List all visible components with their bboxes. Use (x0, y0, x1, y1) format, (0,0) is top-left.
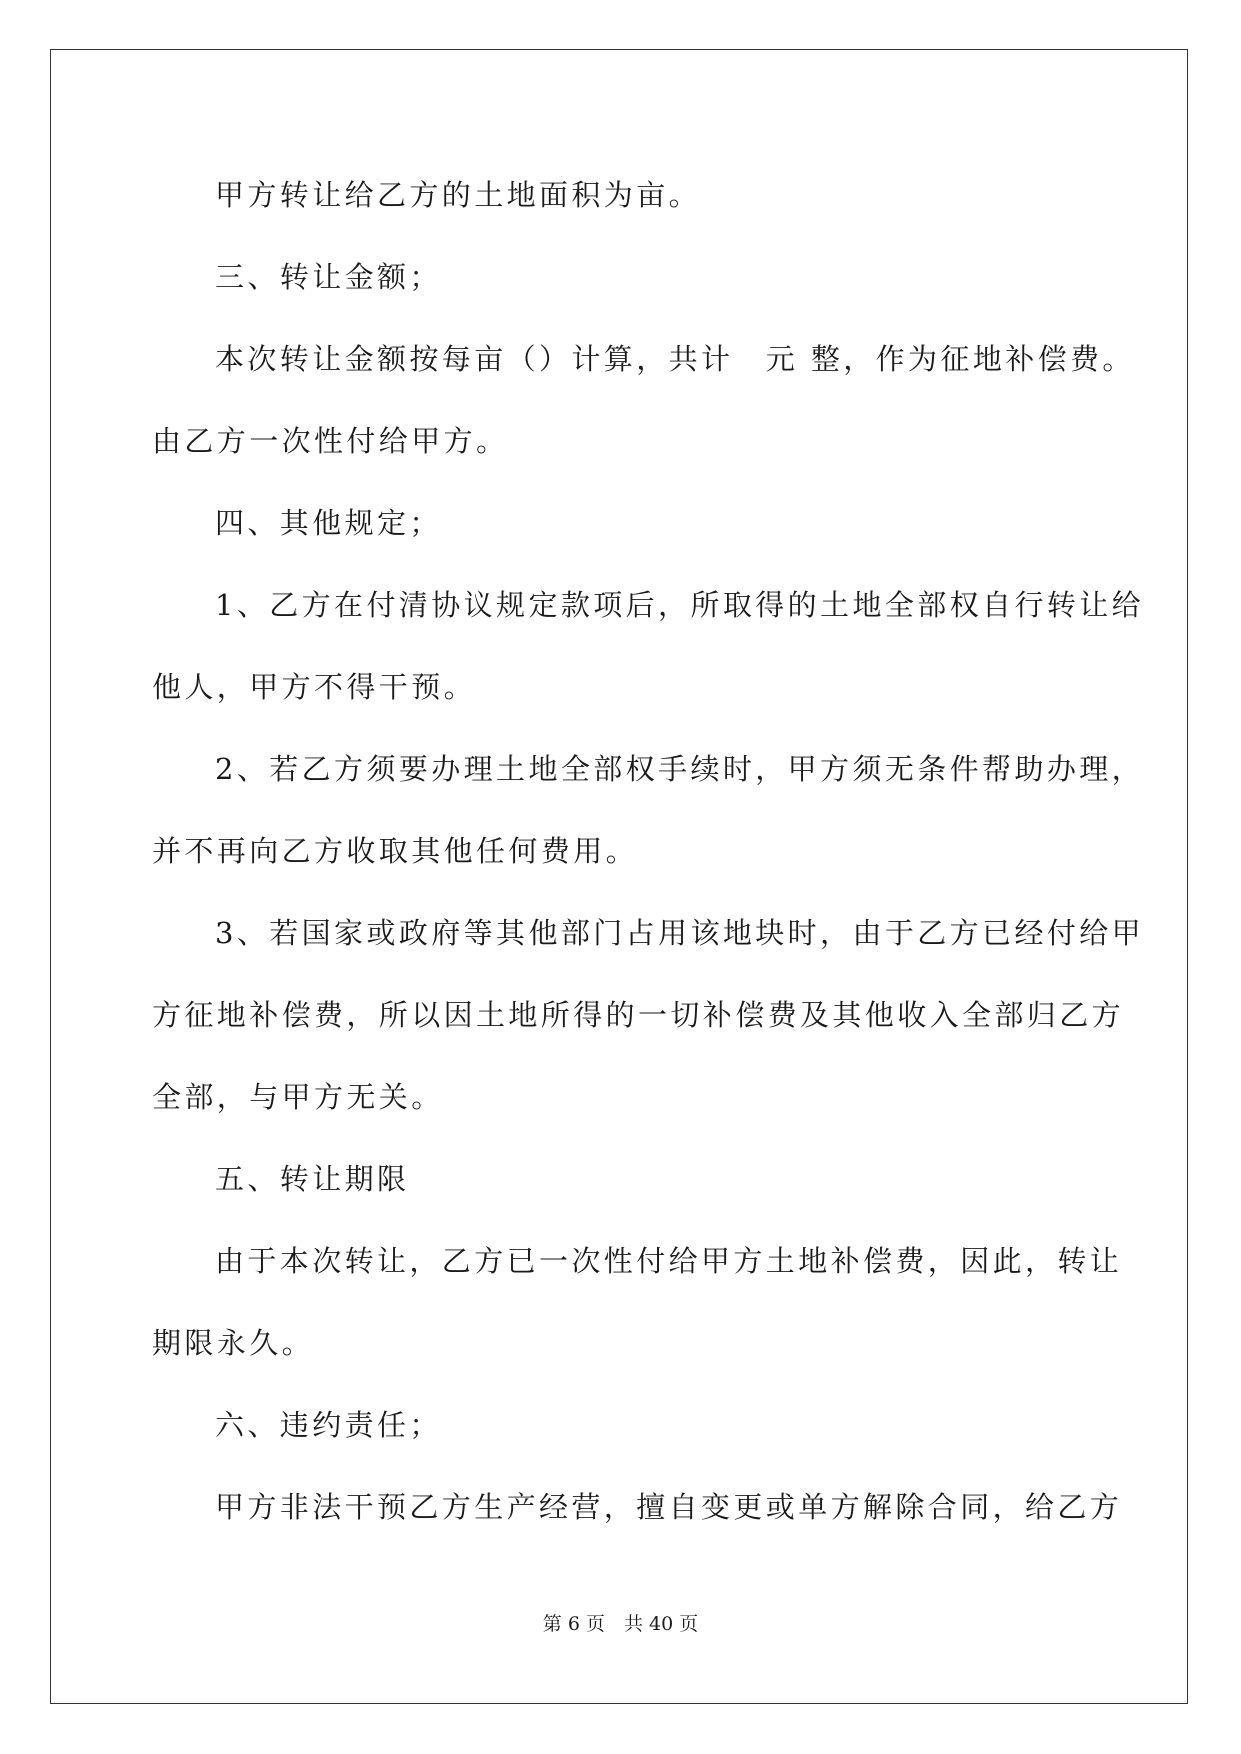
paragraph-line: 1、乙方在付清协议规定款项后，所取得的土地全部权自行转让给 (215, 588, 1145, 622)
paragraph-line: 方征地补偿费，所以因土地所得的一切补偿费及其他收入全部归乙方 (152, 998, 1125, 1032)
section-heading-transfer-period: 五、转让期限 (215, 1162, 410, 1196)
page-number-footer: 第 6 页 共 40 页 (542, 1613, 699, 1635)
paragraph-line: 本次转让金额按每亩（）计算，共计 元 整，作为征地补偿费。 (215, 342, 1135, 376)
paragraph-line: 甲方转让给乙方的土地面积为亩。 (215, 178, 702, 212)
section-heading-transfer-amount: 三、转让金额； (215, 260, 442, 294)
document-body (152, 167, 1145, 1561)
paragraph-line: 由于本次转让，乙方已一次性付给甲方土地补偿费，因此，转让 (215, 1244, 1123, 1278)
paragraph-line: 3、若国家或政府等其他部门占用该地块时，由于乙方已经付给甲 (215, 916, 1145, 950)
paragraph-line: 全部，与甲方无关。 (152, 1080, 444, 1114)
paragraph-line: 期限永久。 (152, 1326, 315, 1360)
paragraph-line: 他人，甲方不得干预。 (152, 670, 477, 704)
paragraph-line: 由乙方一次性付给甲方。 (152, 424, 509, 458)
paragraph-line: 并不再向乙方收取其他任何费用。 (152, 834, 639, 868)
paragraph-line: 甲方非法干预乙方生产经营，擅自变更或单方解除合同，给乙方 (215, 1490, 1123, 1524)
section-heading-other-provisions: 四、其他规定； (215, 506, 442, 540)
section-heading-liability: 六、违约责任； (215, 1408, 442, 1442)
paragraph-line: 2、若乙方须要办理土地全部权手续时，甲方须无条件帮助办理， (215, 752, 1145, 786)
